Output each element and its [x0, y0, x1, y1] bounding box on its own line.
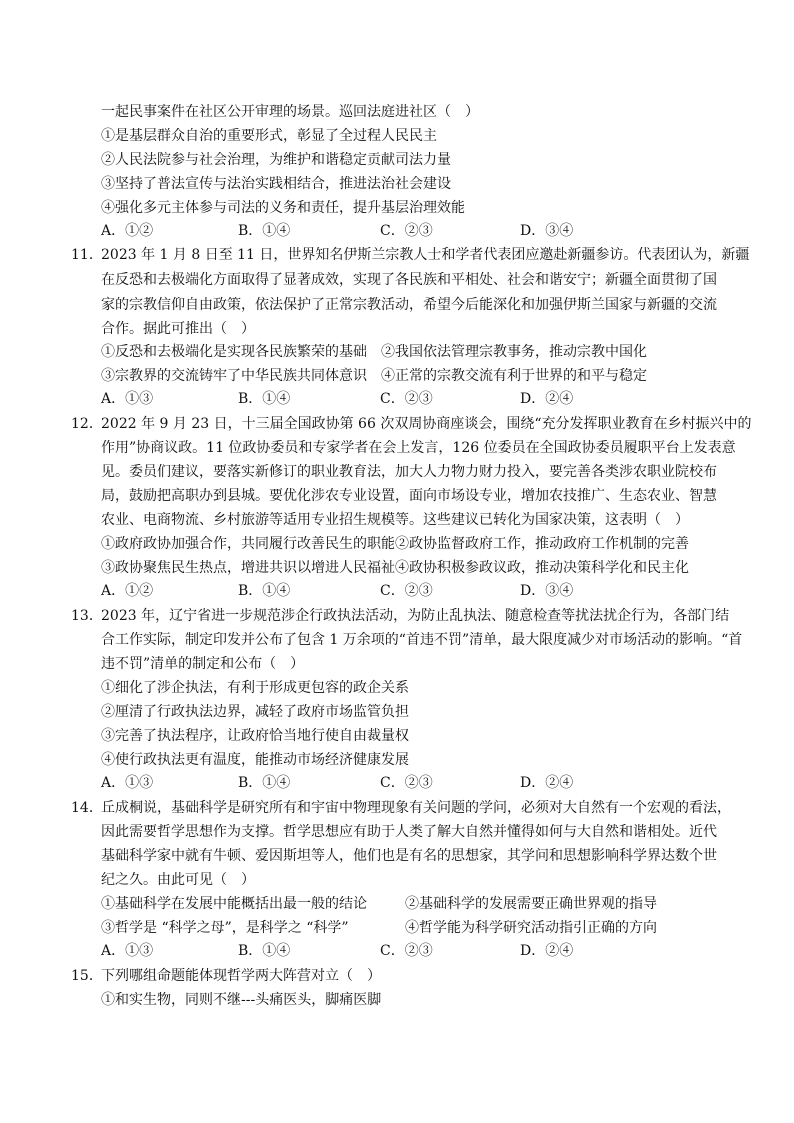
q14-answer-a: A．①③	[101, 943, 154, 959]
q12-answer-a: A．①②	[101, 583, 154, 599]
q11-option-row-1: ①反恐和去极端化是实现各民族繁荣的基础 ②我国依法管理宗教事务，推动宗教中国化	[101, 344, 647, 360]
q11-answer-a: A．①③	[101, 391, 154, 407]
q10-option-2: ②人民法院参与社会治理，为维护和谐稳定贡献司法力量	[101, 152, 451, 168]
q11-stem-line-3: 家的宗教信仰自由政策，依法保护了正常宗教活动，希望今后能深化和加强伊斯兰国家与新疆的交流	[101, 297, 717, 313]
q12-answer-c: C．②③	[380, 583, 433, 599]
q13-option-3: ③完善了执法程序，让政府恰当地行使自由裁量权	[101, 728, 409, 744]
q14-answer-d: D．②④	[520, 943, 574, 959]
q12-option-row-1: ①政府政协加强合作，共同履行改善民生的职能②政协监督政府工作，推动政府工作机制的完善	[101, 536, 689, 552]
q11-stem-line-1: 2023 年 1 月 8 日至 11 日，世界知名伊斯兰宗教人士和学者代表团应邀赴新疆参访。代表团认为，新疆	[101, 247, 750, 263]
q13-option-2: ②厘清了行政执法边界，减轻了政府市场监管负担	[101, 704, 409, 720]
q12-answer-d: D．③④	[520, 583, 574, 599]
q11-answer-c: C．②③	[380, 391, 433, 407]
q14-number: 14．	[71, 800, 103, 816]
q10-answer-d: D．③④	[520, 223, 574, 239]
q14-option-2: ②基础科学的发展需要正确世界观的指导	[405, 896, 657, 912]
q11-stem-line-2: 在反恐和去极端化方面取得了显著成效，实现了各民族和平相处、社会和谐安宁；新疆全面贯彻了国	[101, 272, 717, 288]
q11-number: 11．	[71, 247, 103, 263]
q13-answer-c: C．②③	[380, 775, 433, 791]
q13-number: 13．	[71, 608, 103, 624]
q10-option-4: ④强化多元主体参与司法的义务和责任，提升基层治理效能	[101, 200, 465, 216]
q14-answer-c: C．②③	[380, 943, 433, 959]
q12-stem-line-3: 见。委员们建议，要落实新修订的职业教育法，加大人力物力财力投入，要完善各类涉农职业院校布	[101, 464, 717, 480]
q10-option-1: ①是基层群众自治的重要形式，彰显了全过程人民民主	[101, 128, 437, 144]
q12-stem-line-2: 作用”协商议政。11 位政协委员和专家学者在会上发言，126 位委员在全国政协委员履职平台上发表意	[101, 440, 736, 456]
q15-option-1: ①和实生物，同则不继---头痛医头，脚痛医脚	[101, 992, 382, 1008]
q15-number: 15．	[71, 968, 103, 984]
q10-stem-tail: 一起民事案件在社区公开审理的场景。巡回法庭进社区（ ）	[101, 104, 479, 120]
q15-stem: 下列哪组命题能体现哲学两大阵营对立（ ）	[101, 968, 381, 984]
q13-stem-line-2: 合工作实际，制定印发并公布了包含 1 万余项的“首违不罚”清单，最大限度减少对市场活动的影响。“首	[101, 632, 743, 648]
q13-answer-b: B．①④	[238, 775, 291, 791]
q12-option-row-2: ③政协聚焦民生热点，增进共识以增进人民福祉④政协积极参政议政，推动决策科学化和民主化	[101, 560, 689, 576]
q12-stem-line-4: 局，鼓励把高职办到县城。要优化涉农专业设置，面向市场设专业，增加农技推广、生态农业、智慧	[101, 488, 717, 504]
q12-stem-line-5: 农业、电商物流、乡村旅游等适用专业招生规模等。这些建议已转化为国家决策，这表明（ ）	[101, 512, 689, 528]
q14-answer-b: B．①④	[238, 943, 291, 959]
q11-option-row-2: ③宗教界的交流铸牢了中华民族共同体意识 ④正常的宗教交流有利于世界的和平与稳定	[101, 368, 647, 384]
q13-option-1: ①细化了涉企执法，有利于形成更包容的政企关系	[101, 680, 409, 696]
q13-stem-line-3: 违不罚”清单的制定和公布（ ）	[101, 656, 305, 672]
q13-stem-line-1: 2023 年，辽宁省进一步规范涉企行政执法活动，为防止乱执法、随意检查等扰法扰企行为，各部门结	[101, 608, 730, 624]
q14-stem-line-4: 纪之久。由此可见（ ）	[101, 872, 255, 888]
q14-option-4: ④哲学能为科学研究活动指引正确的方向	[405, 920, 657, 936]
q11-stem-line-4: 合作。据此可推出（ ）	[101, 321, 255, 337]
q14-stem-line-2: 因此需要哲学思想作为支撑。哲学思想应有助于人类了解大自然并懂得如何与大自然和谐相处。近代	[101, 824, 717, 840]
q13-answer-a: A．①③	[101, 775, 154, 791]
q12-answer-b: B．①④	[238, 583, 291, 599]
q12-stem-line-1: 2022 年 9 月 23 日，十三届全国政协第 66 次双周协商座谈会，围绕“充分发挥职业教育在乡村振兴中的	[101, 416, 752, 432]
q12-number: 12．	[71, 416, 103, 432]
q10-answer-c: C．②③	[380, 223, 433, 239]
q10-option-3: ③坚持了普法宣传与法治实践相结合，推进法治社会建设	[101, 176, 451, 192]
q10-answer-b: B．①④	[238, 223, 291, 239]
q13-option-4: ④使行政执法更有温度，能推动市场经济健康发展	[101, 752, 409, 768]
q11-answer-b: B．①④	[238, 391, 291, 407]
q10-answer-a: A．①②	[101, 223, 154, 239]
q14-stem-line-3: 基础科学家中就有牛顿、爱因斯坦等人，他们也是有名的思想家，其学问和思想影响科学界达数个世	[101, 848, 717, 864]
q11-answer-d: D．②④	[520, 391, 574, 407]
q14-stem-line-1: 丘成桐说，基础科学是研究所有和宇宙中物理现象有关问题的学问，必须对大自然有一个宏观的看法，	[101, 800, 731, 816]
q14-option-1: ①基础科学在发展中能概括出最一般的结论	[101, 896, 367, 912]
q13-answer-d: D．②④	[520, 775, 574, 791]
q14-option-3: ③哲学是 “科学之母”，是科学之 “科学”	[101, 920, 349, 936]
